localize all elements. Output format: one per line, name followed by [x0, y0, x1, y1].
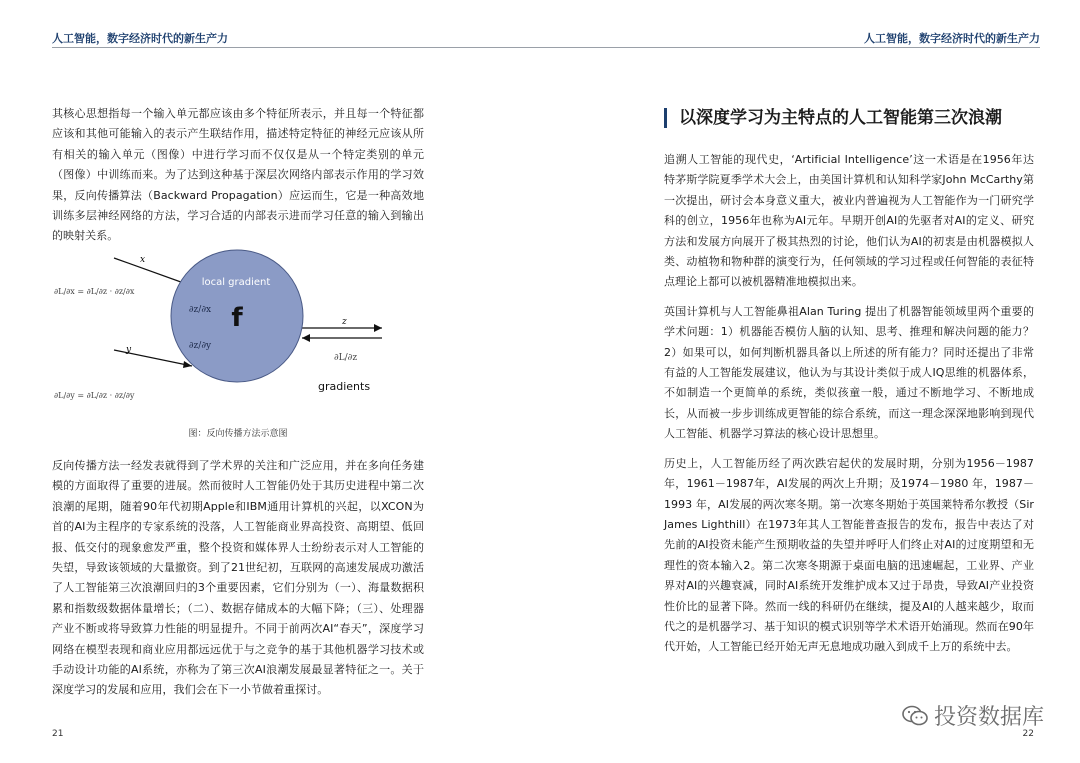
arrow-head-gradient-z	[302, 334, 310, 342]
diagram-caption: 图：反向传播方法示意图	[188, 429, 288, 439]
left-page-bottom	[52, 456, 424, 701]
local-gradient-label: local gradient	[201, 277, 271, 288]
label-input-y: y	[126, 345, 132, 355]
arrow-head-z	[374, 324, 382, 332]
label-input-x: x	[140, 255, 146, 265]
gradient-y-formula: ∂L/∂y = ∂L/∂z · ∂z/∂y	[54, 391, 135, 400]
backprop-diagram	[52, 248, 424, 438]
header-title-right: 人工智能，数字经济时代的新生产力	[864, 32, 1040, 45]
right-paragraph-2: 英国计算机与人工智能鼻祖Alan Turing 提出了机器智能领域里两个重要的学术问题：1）机器能否模仿人脑的认知、思考、推理和解决问题的能力？2）如果可以，如何判断机器具备以上所述的所有能力？同时还提出了非常有益的人工智能发展建议，他认为与其设计类似于成人IQ思维的机器体系，不如制造一个更简单的系统，类似孩童一般，通过不断地学习、不断地成长，从而被一步步训练成更智能的综合系统，而这一理念深深地影响到现代人工智能、机器学习算法的核心设计思想里。	[664, 304, 1034, 441]
left-page-top	[52, 104, 424, 247]
gradient-z-formula: ∂L/∂z	[334, 353, 358, 363]
left-paragraph-2: 反向传播方法一经发表就得到了学术界的关注和广泛应用，并在多向任务建模的方面取得了重要的进展。然而彼时人工智能仍处于其历史进程中第二次浪潮的尾期，随着90年代初期Apple和IBM通用计算机的兴起，以XCON为首的AI为主程序的专家系统的没落，人工智能商业界高投资、高期望、低回报、低交付的现象愈发严重，整个投资和媒体界人士纷纷表示对人工智能的失望，导致该领域的大量撤资。到了21世纪初，互联网的高速发展成功激活了人工智能第三次浪潮回归的3个重要因素，它们分别为（一）、海量数据积累和指数级数据体量增长；（二）、数据存储成本的大幅下降；（三）、处理器产业不断或将导致算力性能的明显提升。不同于前两次AI“春天”，深度学习网络在模型表现和商业应用都远远优于与之竞争的基于其他机器学习技术或手动设计功能的AI系统，亦称为了第三次AI浪潮发展最显著特征之一。关于深度学习的发展和应用，我们会在下一小节做着重探讨。	[52, 459, 424, 697]
right-paragraph-3: 历史上，人工智能历经了两次跌宕起伏的发展时期，分别为1956－1987 年，1961－1987年，AI发展的两次上升期；及1974－1980 年，1987－1993 年，AI发展的两次寒冬期。第一次寒冬期始于英国莱特希尔教授（Sir James Lighthill）在1973年其人工智能普查报告的发布，报告中表达了对先前的AI投资未能产生预期收益的失望并呼吁人们终止对AI的过度期望和无理性的资本输入2。第二次寒冬期源于桌面电脑的迅速崛起，工业界、产业界对AI的兴趣衰减，同时AI系统开发维护成本又过于昂贵，导致AI产业投资性价比的显著下降。然而一线的科研仍在继续，提及AI的人越来越少，取而代之的是机器学习、基于知识的模式识别等学术术语开始涌现。然而在90年代开始，人工智能已经开始无声无息地成功融入到成千上万的系统中去。	[664, 456, 1034, 654]
header-rule	[52, 47, 1040, 48]
wechat-icon	[902, 705, 928, 727]
backprop-diagram-svg	[52, 248, 424, 438]
local-dz-dy: ∂z/∂y	[188, 341, 212, 351]
label-output-z: z	[342, 317, 347, 327]
left-paragraph-1: 其核心思想指每一个输入单元都应该由多个特征所表示，并且每一个特征都应该和其他可能输入的表示产生联结作用，描述特定特征的神经元应该从所有相关的输入单元（图像）中进行学习而不仅仅是从一个特定类别的单元（图像）中训练而来。为了达到这种基于深层次网络内部表示作用的学习效果，反向传播算法（Backward Propagation）应运而生，它是一种高效地训练多层神经网络的方法，学习合适的内部表示进而学习任意的输入到输出的映射关系。	[52, 107, 424, 243]
gradients-label: gradients	[318, 380, 371, 393]
page-number-left: 21	[52, 729, 64, 739]
page-number-right: 22	[1022, 729, 1034, 739]
local-dz-dx: ∂z/∂x	[188, 305, 212, 315]
node-label: f	[231, 303, 243, 333]
right-paragraph-1: 追溯人工智能的现代史，‘Artificial Intelligence’这一术语是在1956年达特茅斯学院夏季学术大会上，由美国计算机和认知科学家John McCarthy第一次提出，研讨会本身意义重大，被业内普遍视为人工智能作为一门研究学科的创立，1956年也称为AI元年。早期开创AI的先驱者对AI的定义、研究方法和发展方向展开了极其热烈的讨论，他们认为AI的初衷是由机器模拟人类、动植物和物种群的演变行为，任何领域的学习过程或任何智能的表征特点理论上都可以被机器精准地模拟出来。	[664, 153, 1034, 289]
page-header	[0, 26, 1080, 48]
watermark	[902, 700, 1044, 731]
watermark-text: 投资数据库	[933, 705, 1044, 730]
gradient-x-formula: ∂L/∂x = ∂L/∂z · ∂z/∂x	[54, 287, 135, 296]
section-heading: 以深度学习为主特点的人工智能第三次浪潮	[664, 108, 1002, 128]
header-title-left: 人工智能，数字经济时代的新生产力	[52, 32, 228, 45]
